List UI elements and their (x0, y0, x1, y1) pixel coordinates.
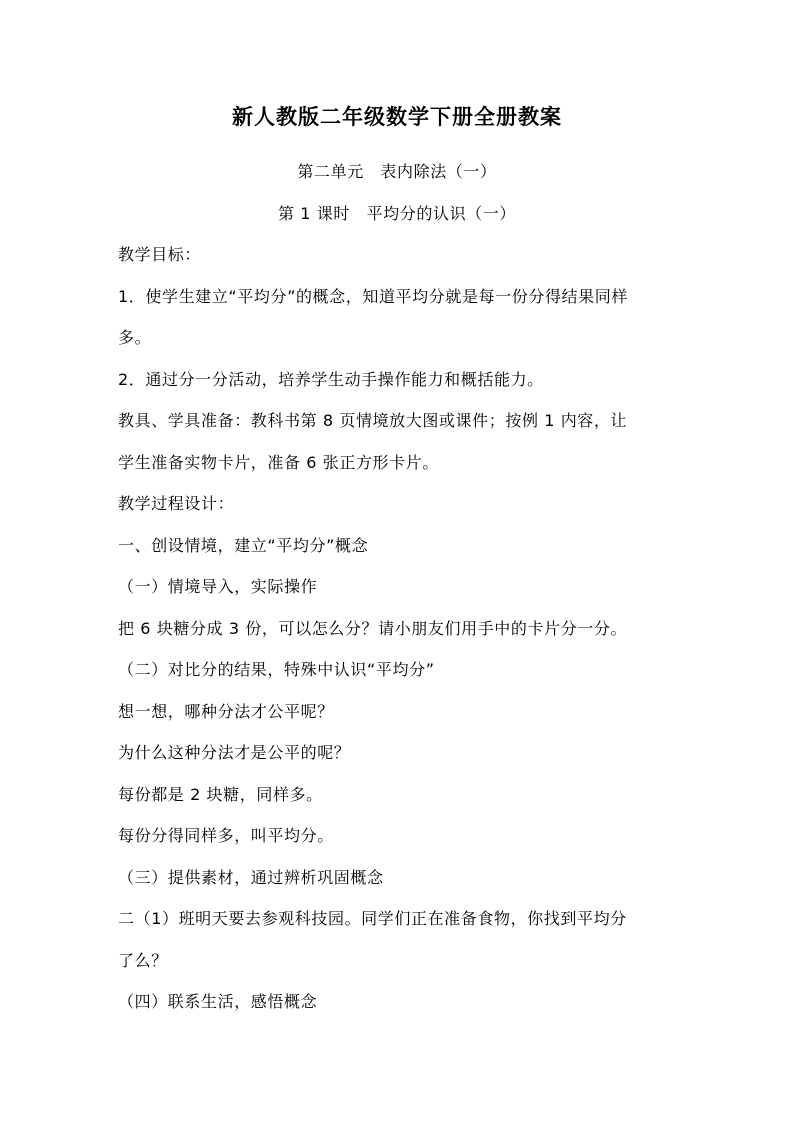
body-line: 学生准备实物卡片，准备 6 张正方形卡片。 (118, 453, 439, 472)
body-line: 把 6 块糖分成 3 份，可以怎么分？请小朋友们用手中的卡片分一分。 (118, 619, 628, 638)
body-line: 了么？ (118, 951, 168, 970)
body-line: 教学目标： (118, 245, 202, 264)
body-line: 多。 (118, 328, 152, 347)
body-line: 教学过程设计： (118, 494, 235, 513)
body-line: 一、创设情境，建立“平均分”概念 (118, 536, 369, 555)
body-line: 想一想，哪种分法才公平呢？ (118, 702, 334, 721)
unit-heading: 第二单元 表内除法（一） (297, 162, 497, 181)
body-line: （二）对比分的结果，特殊中认识“平均分” (118, 660, 435, 679)
body-line: 每份分得同样多，叫平均分。 (118, 826, 334, 845)
body-line: （一）情境导入，实际操作 (118, 577, 318, 596)
body-line: 二（1）班明天要去参观科技园。同学们正在准备食物，你找到平均分 (118, 909, 627, 928)
body-line: 1．使学生建立“平均分”的概念，知道平均分就是每一份分得结果同样 (118, 287, 628, 306)
document-title: 新人教版二年级数学下册全册教案 (232, 105, 562, 129)
body-line: 每份都是 2 块糖，同样多。 (118, 785, 323, 804)
body-line: （四）联系生活，感悟概念 (118, 992, 318, 1011)
lesson-heading: 第 1 课时 平均分的认识（一） (278, 204, 516, 223)
body-line: 2．通过分一分活动，培养学生动手操作能力和概括能力。 (118, 370, 544, 389)
body-line: （三）提供素材，通过辨析巩固概念 (118, 868, 384, 887)
body-line: 为什么这种分法才是公平的呢？ (118, 743, 351, 762)
body-line: 教具、学具准备：教科书第 8 页情境放大图或课件；按例 1 内容，让 (118, 411, 628, 430)
